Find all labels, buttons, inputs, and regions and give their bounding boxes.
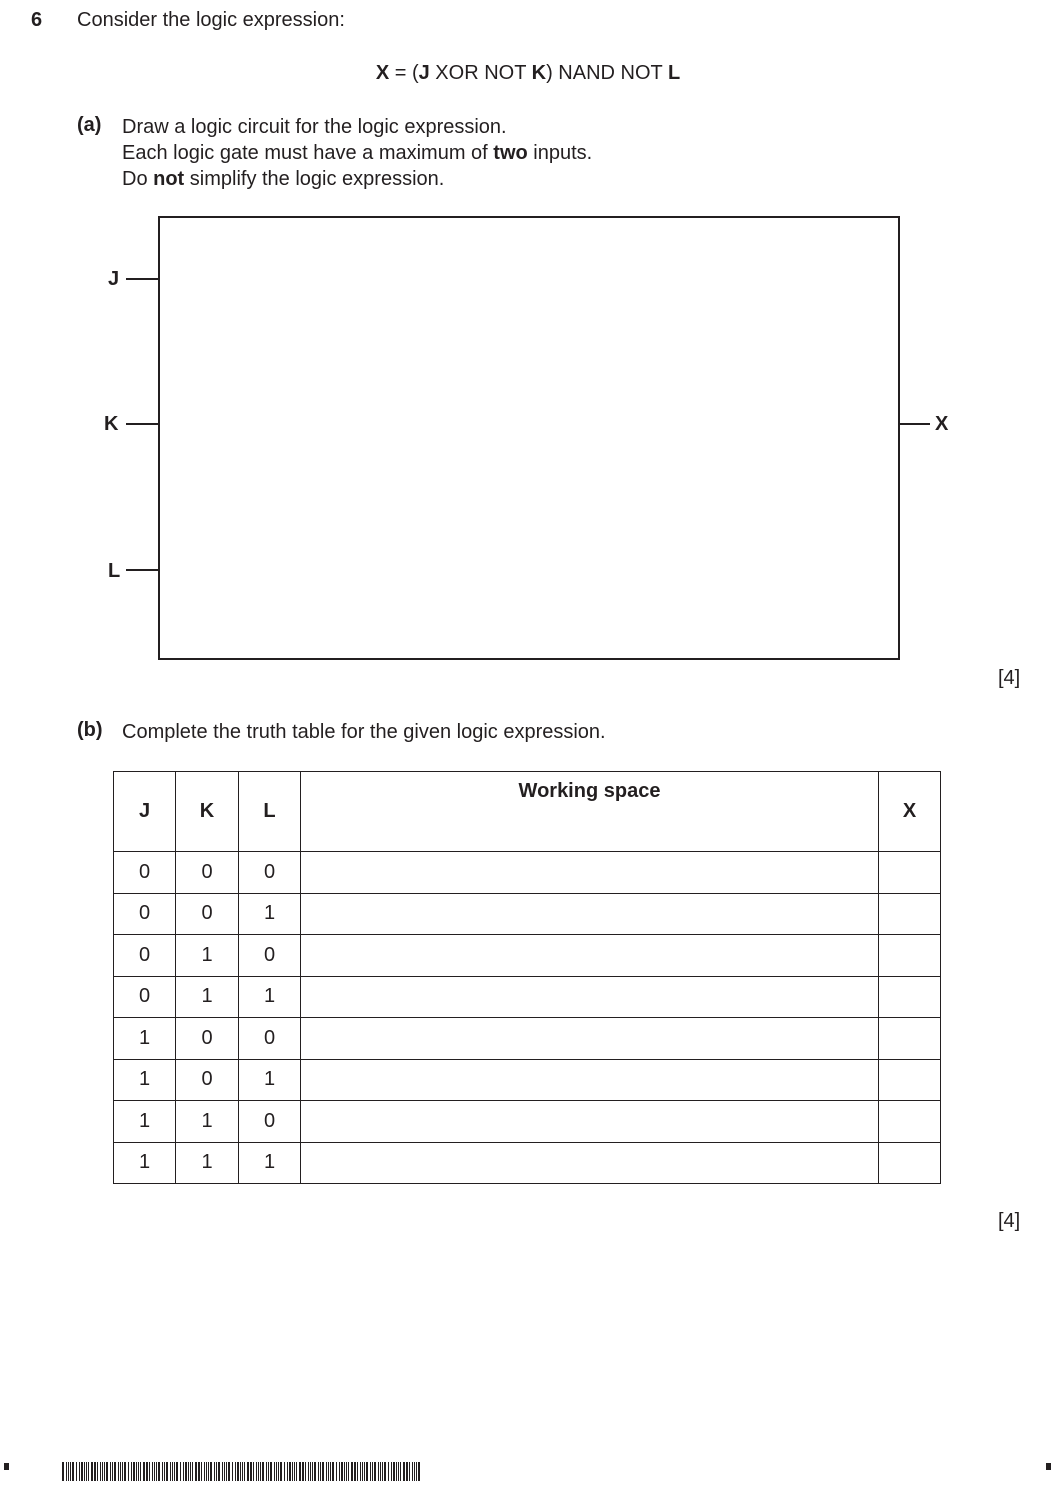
barcode-bar: [124, 1462, 126, 1481]
part-a-label: (a): [77, 114, 102, 136]
part-a-line-3: [122, 166, 592, 192]
cell-k: 0: [176, 1059, 239, 1101]
barcode-bar: [400, 1462, 401, 1481]
barcode-bar: [328, 1462, 329, 1481]
barcode-bar: [216, 1462, 217, 1481]
cell-j: 1: [114, 1101, 176, 1143]
barcode-bar: [81, 1462, 83, 1481]
table-row: [114, 893, 941, 935]
barcode-bar: [274, 1462, 275, 1481]
cell-j: 0: [114, 852, 176, 894]
barcode-bar: [136, 1462, 137, 1481]
barcode-bar: [268, 1462, 269, 1481]
barcode-bar: [370, 1462, 371, 1481]
cell-working-space[interactable]: [301, 852, 879, 894]
barcode-bar: [120, 1462, 121, 1481]
table-row: [114, 976, 941, 1018]
barcode-bar: [341, 1462, 343, 1481]
barcode-bar: [106, 1462, 108, 1481]
barcode-bar: [339, 1462, 340, 1481]
cell-l: 1: [239, 893, 301, 935]
table-row: [114, 852, 941, 894]
part-a-line-2-pre: Each logic gate must have a maximum of: [122, 142, 494, 164]
barcode-bar: [210, 1462, 212, 1481]
barcode-bar: [166, 1462, 168, 1481]
barcode-bar: [378, 1462, 379, 1481]
barcode-bar: [94, 1462, 96, 1481]
barcode-bar: [414, 1462, 415, 1481]
barcode-bar: [68, 1462, 69, 1481]
barcode-bar: [172, 1462, 173, 1481]
barcode-bar: [140, 1462, 141, 1481]
barcode-bar: [276, 1462, 277, 1481]
barcode-bar: [374, 1462, 376, 1481]
barcode-bar: [70, 1462, 71, 1481]
barcode-bar: [84, 1462, 85, 1481]
header-k: K: [176, 772, 239, 852]
cell-j: 0: [114, 893, 176, 935]
barcode-bar: [318, 1462, 319, 1481]
part-a-line-3-bold: not: [153, 168, 185, 190]
expr-mid: XOR NOT: [429, 62, 532, 84]
cell-x[interactable]: [879, 893, 941, 935]
barcode-bar: [112, 1462, 113, 1481]
output-label-x: X: [935, 413, 949, 435]
barcode-bar: [198, 1462, 200, 1481]
part-b-label: (b): [77, 719, 103, 741]
barcode-bar: [292, 1462, 293, 1481]
cell-x[interactable]: [879, 1018, 941, 1060]
barcode-bar: [260, 1462, 261, 1481]
barcode-bar: [244, 1462, 245, 1481]
output-lead-x: [898, 423, 930, 425]
barcode-bar: [208, 1462, 209, 1481]
barcode-bar: [158, 1462, 160, 1481]
barcode-bar: [224, 1462, 225, 1481]
cell-working-space[interactable]: [301, 893, 879, 935]
barcode-bar: [294, 1462, 295, 1481]
barcode-bar: [222, 1462, 223, 1481]
barcode-bar: [348, 1462, 349, 1481]
barcode-bar: [170, 1462, 171, 1481]
cell-l: 1: [239, 1059, 301, 1101]
cell-working-space[interactable]: [301, 1018, 879, 1060]
barcode-bar: [250, 1462, 252, 1481]
barcode-bar: [204, 1462, 205, 1481]
table-row: [114, 1059, 941, 1101]
question-stem: Consider the logic expression:: [77, 9, 345, 31]
part-b-marks: [4]: [998, 1210, 1021, 1232]
cell-k: 0: [176, 893, 239, 935]
barcode-bar: [66, 1462, 67, 1481]
barcode-bar: [138, 1462, 139, 1481]
expr-close-nand: ) NAND NOT: [546, 62, 668, 84]
barcode-bar: [262, 1462, 264, 1481]
circuit-drawing-area[interactable]: [158, 216, 900, 660]
barcode-bar: [326, 1462, 327, 1481]
part-a-line-1: Draw a logic circuit for the logic expression.: [122, 116, 507, 138]
barcode-bar: [247, 1462, 249, 1481]
cell-l: 0: [239, 852, 301, 894]
barcode-bar: [97, 1462, 98, 1481]
part-a-line-2-bold: two: [493, 142, 528, 164]
cell-k: 1: [176, 1142, 239, 1184]
barcode-bar: [308, 1462, 309, 1481]
barcode-bar: [312, 1462, 313, 1481]
input-label-l: L: [108, 560, 121, 582]
barcode-bar: [190, 1462, 191, 1481]
barcode-bar: [235, 1462, 236, 1481]
barcode-bar: [320, 1462, 321, 1481]
barcode-bar: [344, 1462, 345, 1481]
barcode-bar: [192, 1462, 193, 1481]
barcode-bar: [176, 1462, 178, 1481]
input-label-j: J: [108, 268, 120, 290]
barcode-bar: [152, 1462, 153, 1481]
input-lead-k: [126, 423, 158, 425]
barcode-bar: [201, 1462, 202, 1481]
barcode-bar: [131, 1462, 132, 1481]
table-row: [114, 1142, 941, 1184]
barcode-bar: [143, 1462, 145, 1481]
barcode-bar: [146, 1462, 148, 1481]
cell-x[interactable]: [879, 1101, 941, 1143]
input-lead-j: [126, 278, 158, 280]
barcode-bar: [270, 1462, 272, 1481]
cell-l: 1: [239, 976, 301, 1018]
part-b-instruction: Complete the truth table for the given logic expression.: [122, 721, 606, 743]
barcode-bar: [102, 1462, 103, 1481]
barcode-bar: [118, 1462, 119, 1481]
cell-l: 1: [239, 1142, 301, 1184]
barcode-bar: [382, 1462, 383, 1481]
logic-expression: [0, 62, 1056, 85]
table-row: [114, 935, 941, 977]
barcode: [62, 1462, 424, 1481]
cell-x[interactable]: [879, 1142, 941, 1184]
cell-k: 0: [176, 852, 239, 894]
barcode-bar: [351, 1462, 353, 1481]
header-l: L: [239, 772, 301, 852]
barcode-bar: [280, 1462, 282, 1481]
input-lead-l: [126, 569, 158, 571]
cell-x[interactable]: [879, 1059, 941, 1101]
registration-mark-right: [1046, 1463, 1051, 1470]
barcode-bar: [418, 1462, 420, 1481]
barcode-bar: [232, 1462, 233, 1481]
barcode-bar: [360, 1462, 361, 1481]
barcode-bar: [336, 1462, 337, 1481]
truth-table: [113, 771, 941, 1184]
barcode-bar: [149, 1462, 150, 1481]
barcode-bar: [289, 1462, 291, 1481]
table-row: [114, 1101, 941, 1143]
cell-j: 0: [114, 976, 176, 1018]
barcode-bar: [322, 1462, 324, 1481]
barcode-bar: [104, 1462, 105, 1481]
cell-k: 1: [176, 976, 239, 1018]
cell-j: 1: [114, 1059, 176, 1101]
barcode-bar: [346, 1462, 347, 1481]
barcode-bar: [332, 1462, 334, 1481]
part-a-instructions: [122, 114, 592, 192]
barcode-bar: [278, 1462, 279, 1481]
barcode-bar: [183, 1462, 184, 1481]
header-x: X: [879, 772, 941, 852]
cell-j: 1: [114, 1018, 176, 1060]
barcode-bar: [310, 1462, 311, 1481]
cell-x[interactable]: [879, 935, 941, 977]
barcode-bar: [393, 1462, 395, 1481]
registration-mark-left: [4, 1463, 9, 1470]
barcode-bar: [398, 1462, 399, 1481]
barcode-bar: [164, 1462, 165, 1481]
truth-table-header-row: [114, 772, 941, 852]
barcode-bar: [409, 1462, 410, 1481]
barcode-bar: [302, 1462, 304, 1481]
barcode-bar: [357, 1462, 358, 1481]
cell-working-space[interactable]: [301, 935, 879, 977]
header-j: J: [114, 772, 176, 852]
barcode-bar: [406, 1462, 408, 1481]
barcode-bar: [72, 1462, 74, 1481]
part-a-line-3-post: simplify the logic expression.: [184, 168, 445, 190]
barcode-bar: [162, 1462, 163, 1481]
barcode-bar: [299, 1462, 301, 1481]
cell-k: 1: [176, 1101, 239, 1143]
barcode-bar: [237, 1462, 239, 1481]
barcode-bar: [396, 1462, 397, 1481]
barcode-bar: [180, 1462, 181, 1481]
cell-l: 0: [239, 1101, 301, 1143]
cell-working-space[interactable]: [301, 1101, 879, 1143]
barcode-bar: [188, 1462, 189, 1481]
barcode-bar: [242, 1462, 243, 1481]
barcode-bar: [256, 1462, 257, 1481]
cell-working-space[interactable]: [301, 1142, 879, 1184]
part-a-line-2: [122, 140, 592, 166]
barcode-bar: [79, 1462, 80, 1481]
barcode-bar: [388, 1462, 389, 1481]
barcode-bar: [114, 1462, 116, 1481]
barcode-bar: [364, 1462, 365, 1481]
barcode-bar: [195, 1462, 197, 1481]
barcode-bar: [185, 1462, 187, 1481]
input-label-k: K: [104, 413, 119, 435]
part-a-line-3-pre: Do: [122, 168, 154, 190]
barcode-bar: [214, 1462, 215, 1481]
barcode-bar: [76, 1462, 77, 1481]
barcode-bar: [416, 1462, 417, 1481]
barcode-bar: [266, 1462, 267, 1481]
barcode-bar: [133, 1462, 135, 1481]
barcode-bar: [296, 1462, 297, 1481]
part-a-marks: [4]: [998, 667, 1021, 689]
barcode-bar: [258, 1462, 259, 1481]
barcode-bar: [240, 1462, 241, 1481]
cell-l: 0: [239, 1018, 301, 1060]
barcode-bar: [62, 1462, 64, 1481]
barcode-bar: [384, 1462, 386, 1481]
barcode-bar: [156, 1462, 157, 1481]
barcode-bar: [366, 1462, 368, 1481]
cell-j: 0: [114, 935, 176, 977]
question-number: 6: [31, 9, 43, 31]
barcode-bar: [362, 1462, 363, 1481]
barcode-bar: [122, 1462, 123, 1481]
barcode-bar: [391, 1462, 392, 1481]
barcode-bar: [380, 1462, 381, 1481]
cell-j: 1: [114, 1142, 176, 1184]
cell-working-space[interactable]: [301, 976, 879, 1018]
cell-k: 1: [176, 935, 239, 977]
barcode-bar: [253, 1462, 254, 1481]
barcode-bar: [354, 1462, 356, 1481]
barcode-bar: [305, 1462, 306, 1481]
expr-k: K: [531, 62, 547, 84]
expr-x: X: [375, 62, 390, 84]
barcode-bar: [218, 1462, 220, 1481]
barcode-bar: [412, 1462, 413, 1481]
barcode-bar: [403, 1462, 405, 1481]
cell-l: 0: [239, 935, 301, 977]
barcode-bar: [287, 1462, 288, 1481]
barcode-bar: [86, 1462, 87, 1481]
barcode-bar: [100, 1462, 101, 1481]
barcode-bar: [284, 1462, 285, 1481]
expr-eq-open: = (: [389, 62, 419, 84]
barcode-bar: [372, 1462, 373, 1481]
barcode-bar: [330, 1462, 331, 1481]
table-row: [114, 1018, 941, 1060]
barcode-bar: [110, 1462, 111, 1481]
barcode-bar: [88, 1462, 89, 1481]
barcode-bar: [206, 1462, 207, 1481]
cell-k: 0: [176, 1018, 239, 1060]
part-a-line-2-post: inputs.: [527, 142, 593, 164]
barcode-bar: [228, 1462, 230, 1481]
header-working-space: Working space: [301, 772, 879, 852]
expr-j: J: [418, 62, 430, 84]
barcode-bar: [226, 1462, 227, 1481]
cell-x[interactable]: [879, 852, 941, 894]
barcode-bar: [91, 1462, 93, 1481]
barcode-bar: [154, 1462, 155, 1481]
barcode-bar: [128, 1462, 129, 1481]
cell-working-space[interactable]: [301, 1059, 879, 1101]
cell-x[interactable]: [879, 976, 941, 1018]
barcode-bar: [174, 1462, 175, 1481]
expr-l: L: [667, 62, 681, 84]
barcode-bar: [314, 1462, 316, 1481]
